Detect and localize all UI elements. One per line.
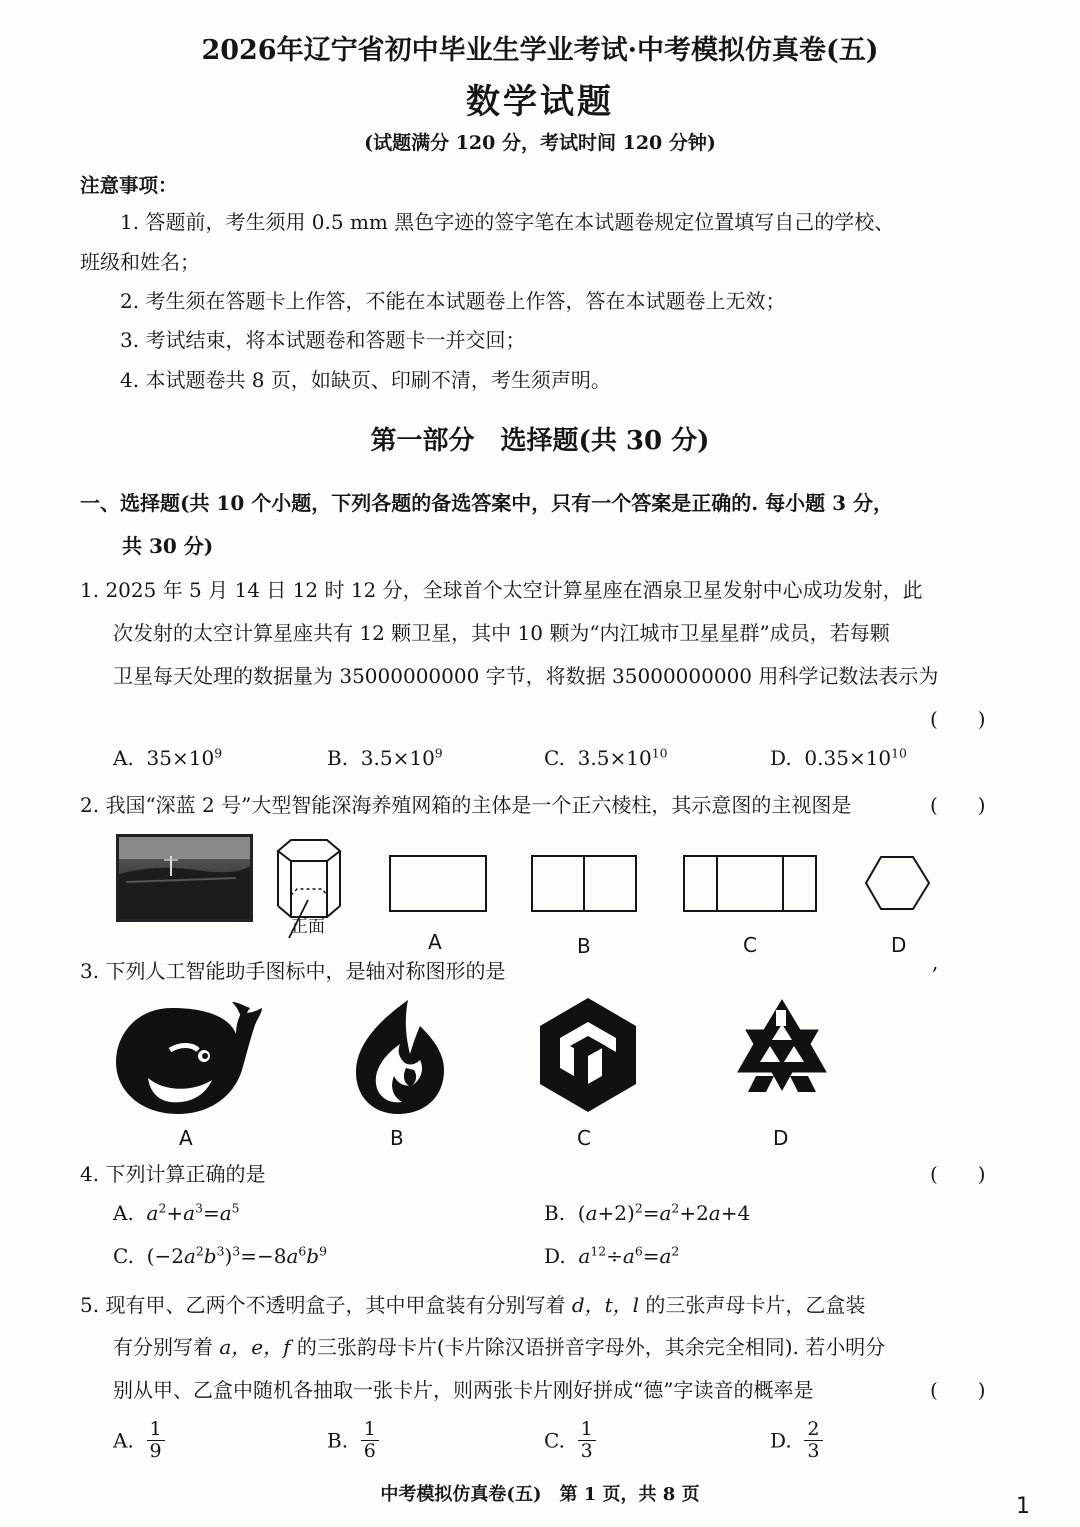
q3-label-c: C: [577, 1126, 591, 1150]
q2-option-d-figure: [862, 853, 936, 915]
q1-text-line3: 卫星每天处理的数据量为 35000000000 字节，将数据 35000000000 用科学记数法表示为: [113, 664, 939, 688]
flame-icon: [350, 998, 450, 1116]
q4-option-d: D. $a^{12}\div a^6=a^2$: [544, 1243, 680, 1268]
q5-text-line3: 别从甲、乙盒中随机各抽取一张卡片，则两张卡片刚好拼成“德”字读音的概率是: [113, 1378, 814, 1402]
notice-item-4: 4. 本试题卷共 8 页，如缺页、印刷不清，考生须声明。: [120, 368, 611, 392]
q2-label-d: D: [891, 933, 907, 957]
q1-option-d: D. $0.35\times 10^{10}$: [770, 745, 907, 770]
q3-label-d: D: [773, 1126, 789, 1150]
q5-option-b: B. $\frac{1}{6}$: [327, 1419, 379, 1462]
q1-option-a: A. $35\times 10^9$: [113, 745, 223, 770]
q2-option-a-figure: [389, 855, 489, 913]
stray-mark: ,: [932, 950, 939, 974]
q5-text-line1: 5. 现有甲、乙两个不透明盒子，其中甲盒装有分别写着 d，t，l 的三张声母卡片，乙盒装: [80, 1293, 866, 1317]
q3-label-b: B: [390, 1126, 404, 1150]
q1-text-line2: 次发射的太空计算星座共有 12 颗卫星，其中 10 颗为“内江城市卫星星群”成员，若每颗: [113, 621, 890, 645]
cube-icon: [536, 996, 640, 1114]
q5-text-line2: 有分别写着 a，e，f 的三张韵母卡片(卡片除汉语拼音字母外，其余完全相同). 若小明分: [113, 1335, 886, 1359]
deep-blue-photo: [116, 834, 253, 922]
q2-label-b: B: [577, 934, 591, 958]
q4-answer-bracket: ( ): [930, 1162, 986, 1186]
q3-text: 3. 下列人工智能助手图标中，是轴对称图形的是: [80, 959, 506, 983]
notice-item-2: 2. 考生须在答题卡上作答，不能在本试题卷上作答，答在本试题卷上无效；: [120, 289, 786, 313]
exam-meta: (试题满分 120 分，考试时间 120 分钟): [364, 132, 716, 154]
page-footer: 中考模拟仿真卷(五) 第 1 页，共 8 页: [380, 1484, 700, 1505]
q5-answer-bracket: ( ): [930, 1378, 986, 1402]
exam-title: 2026年辽宁省初中毕业生学业考试·中考模拟仿真卷(五): [201, 35, 879, 66]
q5-option-c: C. $\frac{1}{3}$: [544, 1419, 596, 1462]
front-view-label: 正面: [291, 917, 325, 937]
q2-answer-bracket: ( ): [930, 793, 986, 817]
q2-text: 2. 我国“深蓝 2 号”大型智能深海养殖网箱的主体是一个正六棱柱，其示意图的主视图是: [80, 793, 852, 817]
part1-heading: 第一部分 选择题(共 30 分): [370, 426, 710, 456]
star-knot-icon: [726, 996, 838, 1114]
q4-option-c: C. $(-2a^2b^3)^3=-8a^6b^9$: [113, 1243, 327, 1268]
q5-option-d: D. $\frac{2}{3}$: [770, 1419, 823, 1462]
q4-option-b: B. $(a+2)^2=a^2+2a+4$: [544, 1200, 751, 1225]
page-number: 1: [1016, 1494, 1030, 1519]
notice-item-1: 1. 答题前，考生须用 0.5 mm 黑色字迹的签字笔在本试题卷规定位置填写自己的学校、: [120, 210, 895, 234]
q4-option-a: A. $a^2+a^3=a^5$: [113, 1200, 240, 1225]
q1-option-c: C. $3.5\times 10^{10}$: [544, 745, 668, 770]
notice-item-3: 3. 考试结束，将本试题卷和答题卡一并交回；: [120, 328, 526, 352]
q4-text: 4. 下列计算正确的是: [80, 1162, 266, 1186]
q5-option-a: A. $\frac{1}{9}$: [113, 1419, 165, 1462]
notice-heading: 注意事项：: [80, 174, 178, 197]
whale-icon: [112, 1000, 264, 1118]
q1-answer-bracket: ( ): [930, 707, 986, 731]
section-intro-cont: 共 30 分): [122, 534, 214, 558]
q1-text-line1: 1. 2025 年 5 月 14 日 12 时 12 分，全球首个太空计算星座在酒泉卫星发射中心成功发射，此: [80, 578, 923, 602]
q2-option-c-figure: [683, 855, 821, 913]
q1-option-b: B. $3.5\times 10^9$: [327, 745, 443, 770]
q3-label-a: A: [179, 1126, 193, 1150]
section-intro: 一、选择题(共 10 个小题，下列各题的备选答案中，只有一个答案是正确的. 每小题 3 分，: [80, 491, 893, 515]
q2-option-b-figure: [531, 855, 641, 913]
notice-item-1-cont: 班级和姓名；: [80, 250, 200, 274]
q2-label-c: C: [743, 933, 757, 957]
subject-title: 数学试题: [466, 82, 614, 122]
q2-label-a: A: [428, 930, 442, 954]
